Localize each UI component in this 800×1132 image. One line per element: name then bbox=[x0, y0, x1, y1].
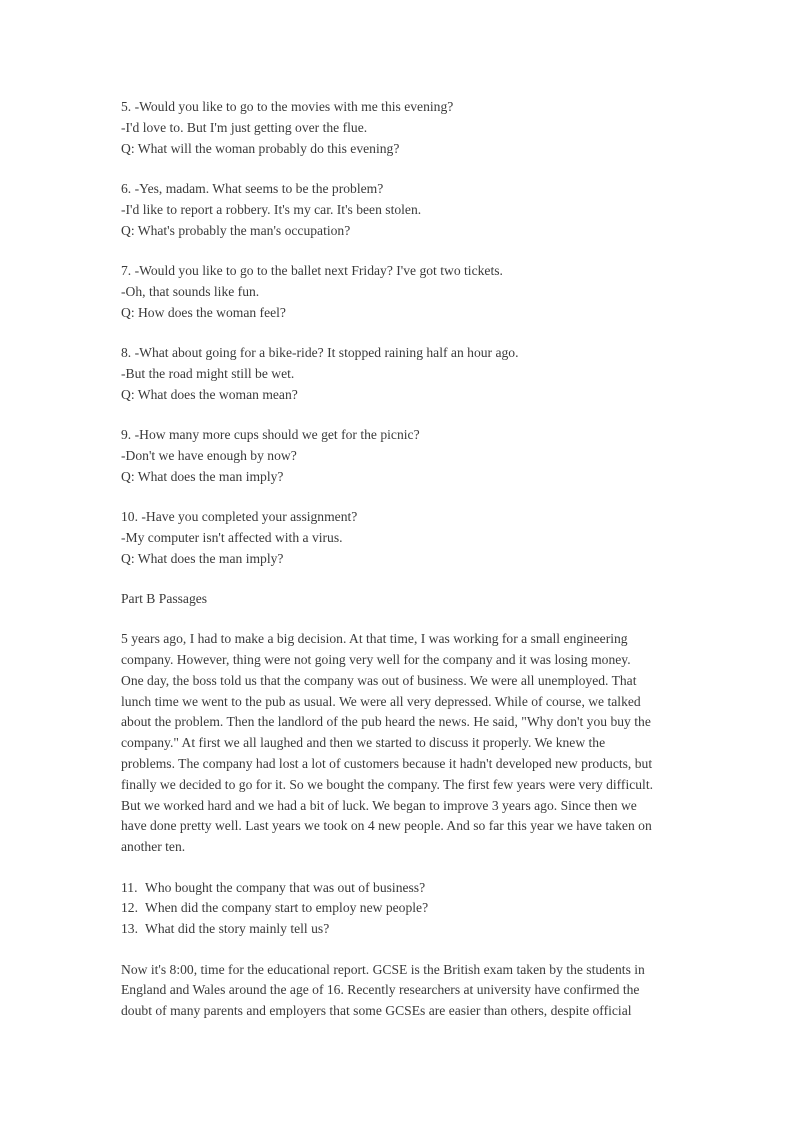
question-number: 13. bbox=[121, 921, 138, 937]
dialog-item-9 bbox=[121, 425, 681, 487]
passage-line: company. However, thing were not going very well for the company and it was losing money. bbox=[121, 652, 631, 668]
question-list bbox=[121, 878, 681, 940]
dialog-line: 9. -How many more cups should we get for the picnic? bbox=[121, 426, 420, 442]
dialog-item-10 bbox=[121, 507, 681, 569]
passage-gcse bbox=[121, 960, 681, 1022]
dialog-question: Q: What does the man imply? bbox=[121, 468, 284, 484]
passage-line: company." At first we all laughed and then we started to discuss it properly. We knew the bbox=[121, 735, 606, 751]
passage-line: 5 years ago, I had to make a big decision. At that time, I was working for a small engineering bbox=[121, 631, 628, 647]
passage-line: Now it's 8:00, time for the educational report. GCSE is the British exam taken by the students in bbox=[121, 961, 645, 977]
dialog-question: Q: How does the woman feel? bbox=[121, 304, 286, 320]
dialog-line: -I'd like to report a robbery. It's my car. It's been stolen. bbox=[121, 201, 422, 217]
dialog-item-8 bbox=[121, 343, 681, 405]
question-number: 12. bbox=[121, 900, 138, 916]
question-number: 11. bbox=[121, 879, 138, 895]
dialog-line: -I'd love to. But I'm just getting over the flue. bbox=[121, 119, 368, 135]
dialog-line: -Don't we have enough by now? bbox=[121, 447, 297, 463]
passage-line: about the problem. Then the landlord of the pub heard the news. He said, "Why don't you buy the bbox=[121, 714, 651, 730]
passage-line: finally we decided to go for it. So we bought the company. The first few years were very difficult. bbox=[121, 776, 654, 792]
question-item bbox=[121, 898, 681, 919]
question-text: When did the company start to employ new people? bbox=[145, 900, 429, 916]
document-page bbox=[121, 97, 681, 1042]
section-title bbox=[121, 589, 681, 610]
question-item bbox=[121, 919, 681, 940]
passage-line: have done pretty well. Last years we took on 4 new people. And so far this year we have taken on bbox=[121, 818, 652, 834]
dialog-question: Q: What will the woman probably do this evening? bbox=[121, 140, 400, 156]
dialog-line: -My computer isn't affected with a virus. bbox=[121, 529, 343, 545]
dialog-line: 6. -Yes, madam. What seems to be the problem? bbox=[121, 180, 384, 196]
dialog-question: Q: What does the man imply? bbox=[121, 550, 284, 566]
dialog-line: 10. -Have you completed your assignment? bbox=[121, 508, 358, 524]
dialog-question: Q: What's probably the man's occupation? bbox=[121, 222, 351, 238]
passage-line: problems. The company had lost a lot of customers because it hadn't developed new products, but bbox=[121, 756, 653, 772]
dialog-item-5 bbox=[121, 97, 681, 159]
passage-line: another ten. bbox=[121, 839, 186, 855]
dialog-line: -Oh, that sounds like fun. bbox=[121, 283, 260, 299]
dialog-line: 5. -Would you like to go to the movies with me this evening? bbox=[121, 99, 454, 114]
question-text: Who bought the company that was out of business? bbox=[145, 879, 426, 895]
question-item bbox=[121, 878, 681, 899]
dialog-line: 7. -Would you like to go to the ballet next Friday? I've got two tickets. bbox=[121, 262, 503, 278]
passage-line: One day, the boss told us that the company was out of business. We were all unemployed. That bbox=[121, 672, 637, 688]
question-text: What did the story mainly tell us? bbox=[145, 921, 330, 937]
section-title-text: Part B Passages bbox=[121, 590, 208, 606]
passage-line: England and Wales around the age of 16. Recently researchers at university have confirmed the bbox=[121, 982, 640, 998]
dialog-line: -But the road might still be wet. bbox=[121, 365, 295, 381]
passage-line: But we worked hard and we had a bit of luck. We began to improve 3 years ago. Since then we bbox=[121, 797, 637, 813]
dialog-item-6 bbox=[121, 179, 681, 241]
passage-line: doubt of many parents and employers that some GCSEs are easier than others, despite official bbox=[121, 1003, 632, 1019]
dialog-item-7 bbox=[121, 261, 681, 323]
dialog-line: 8. -What about going for a bike-ride? It stopped raining half an hour ago. bbox=[121, 344, 519, 360]
dialog-question: Q: What does the woman mean? bbox=[121, 386, 298, 402]
passage-line: lunch time we went to the pub as usual. We were all very depressed. While of course, we talked bbox=[121, 693, 641, 709]
passage-company bbox=[121, 629, 681, 858]
